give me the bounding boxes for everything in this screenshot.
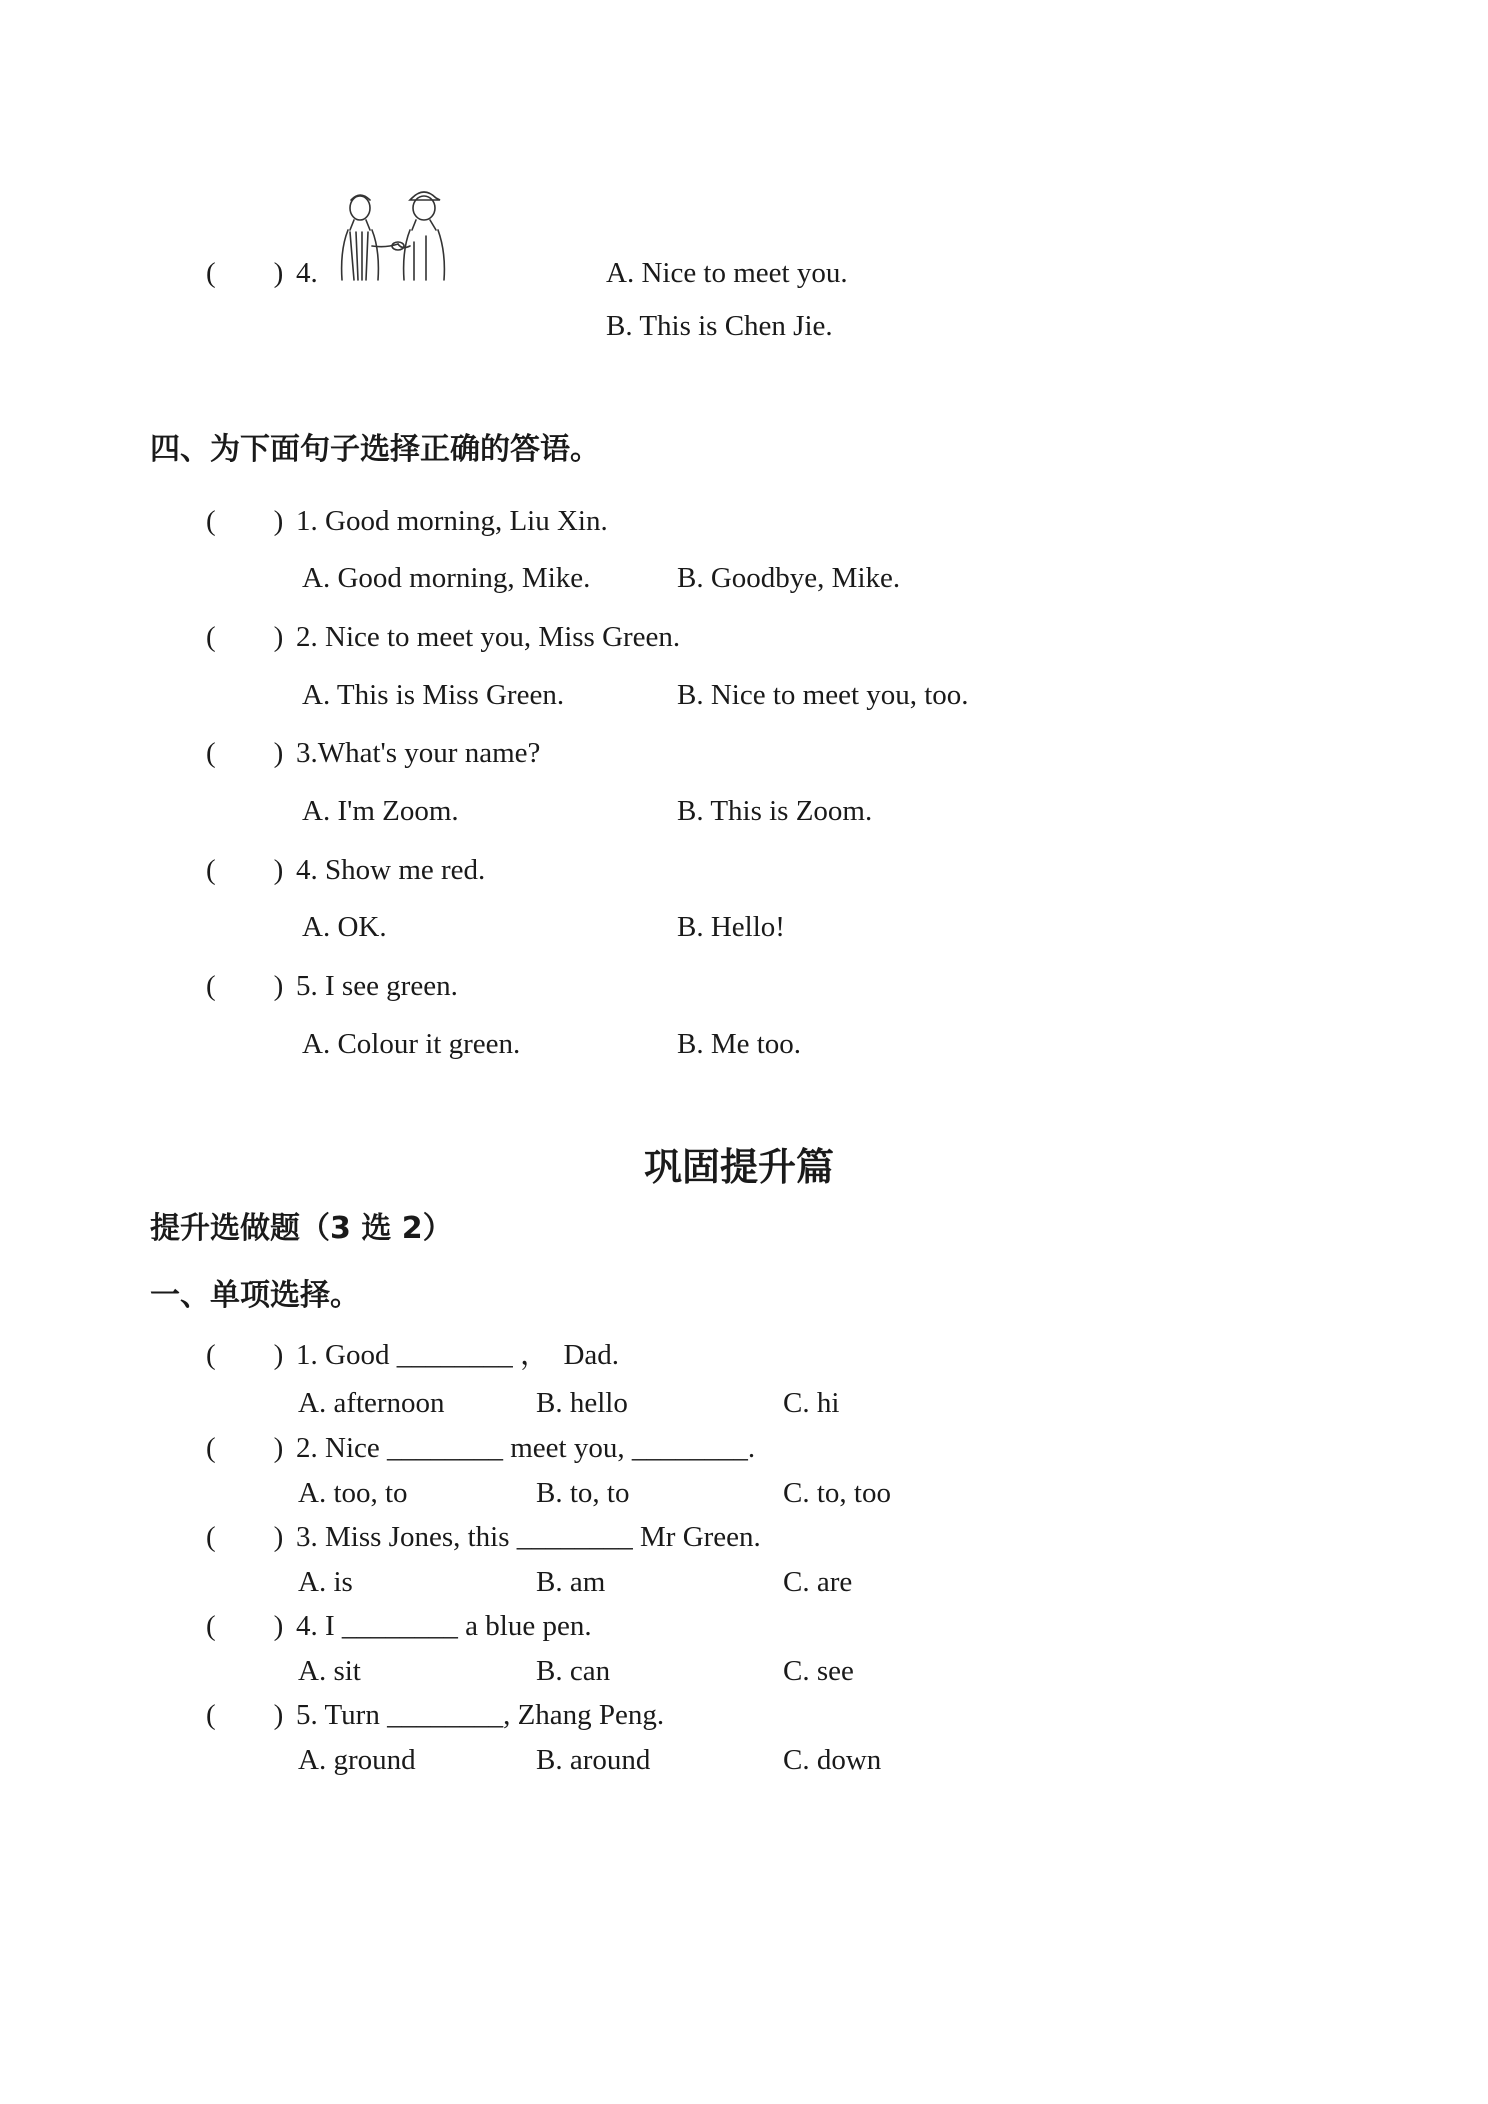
handshake-illustration — [332, 186, 460, 286]
answer-paren: ( ) — [206, 970, 284, 1002]
option-b: B. to, to — [536, 1477, 630, 1509]
question-text: 1. Good ________ ， Dad. — [296, 1339, 620, 1371]
option-b: B. Goodbye, Mike. — [677, 562, 901, 594]
answer-paren: ( ) — [206, 1610, 284, 1642]
question-text: 2. Nice to meet you, Miss Green. — [296, 621, 681, 653]
option-a: A. I'm Zoom. — [302, 795, 459, 827]
option-b: B. can — [536, 1655, 611, 1687]
option-b: B. Hello! — [677, 911, 785, 943]
option-c: C. are — [783, 1566, 853, 1598]
answer-paren: ( ) — [206, 1699, 284, 1731]
option-c: C. hi — [783, 1387, 840, 1419]
option-a: A. This is Miss Green. — [302, 679, 565, 711]
option-a: A. sit — [298, 1655, 361, 1687]
option-b: B. hello — [536, 1387, 628, 1419]
option-a: A. too, to — [298, 1477, 408, 1509]
option-a: A. Good morning, Mike. — [302, 562, 591, 594]
option-b: B. This is Chen Jie. — [606, 310, 833, 342]
question-text: 4. Show me red. — [296, 854, 486, 886]
option-a: A. Nice to meet you. — [606, 257, 848, 289]
option-b: B. Me too. — [677, 1028, 802, 1060]
option-a: A. OK. — [302, 911, 387, 943]
answer-paren: ( ) — [206, 737, 284, 769]
option-c: C. see — [783, 1655, 854, 1687]
option-b: B. This is Zoom. — [677, 795, 873, 827]
question-text: 5. I see green. — [296, 970, 458, 1002]
question-text: 4. I ________ a blue pen. — [296, 1610, 592, 1642]
section-4-heading: 四、为下面句子选择正确的答语。 — [150, 432, 600, 467]
question-text: 5. Turn ________, Zhang Peng. — [296, 1699, 665, 1731]
answer-paren: ( ) — [206, 854, 284, 886]
question-text: 3. Miss Jones, this ________ Mr Green. — [296, 1521, 761, 1553]
option-a: A. ground — [298, 1744, 416, 1776]
option-a: A. afternoon — [298, 1387, 445, 1419]
answer-paren: ( ) — [206, 1339, 284, 1371]
option-a: A. Colour it green. — [302, 1028, 521, 1060]
question-text: 1. Good morning, Liu Xin. — [296, 505, 608, 537]
option-c: C. down — [783, 1744, 882, 1776]
question-number: 4. — [296, 257, 318, 289]
question-text: 2. Nice ________ meet you, ________. — [296, 1432, 756, 1464]
answer-paren: ( ) — [206, 1521, 284, 1553]
option-b: B. around — [536, 1744, 651, 1776]
answer-paren: ( ) — [206, 621, 284, 653]
question-text: 3.What's your name? — [296, 737, 541, 769]
part-title: 巩固提升篇 — [644, 1145, 835, 1189]
option-a: A. is — [298, 1566, 353, 1598]
part-subtitle: 提升选做题（3 选 2） — [150, 1211, 453, 1246]
option-c: C. to, too — [783, 1477, 891, 1509]
answer-paren: ( ) — [206, 257, 284, 289]
option-b: B. am — [536, 1566, 606, 1598]
answer-paren: ( ) — [206, 1432, 284, 1464]
answer-paren: ( ) — [206, 505, 284, 537]
option-b: B. Nice to meet you, too. — [677, 679, 969, 711]
section-1-heading: 一、单项选择。 — [150, 1278, 360, 1313]
